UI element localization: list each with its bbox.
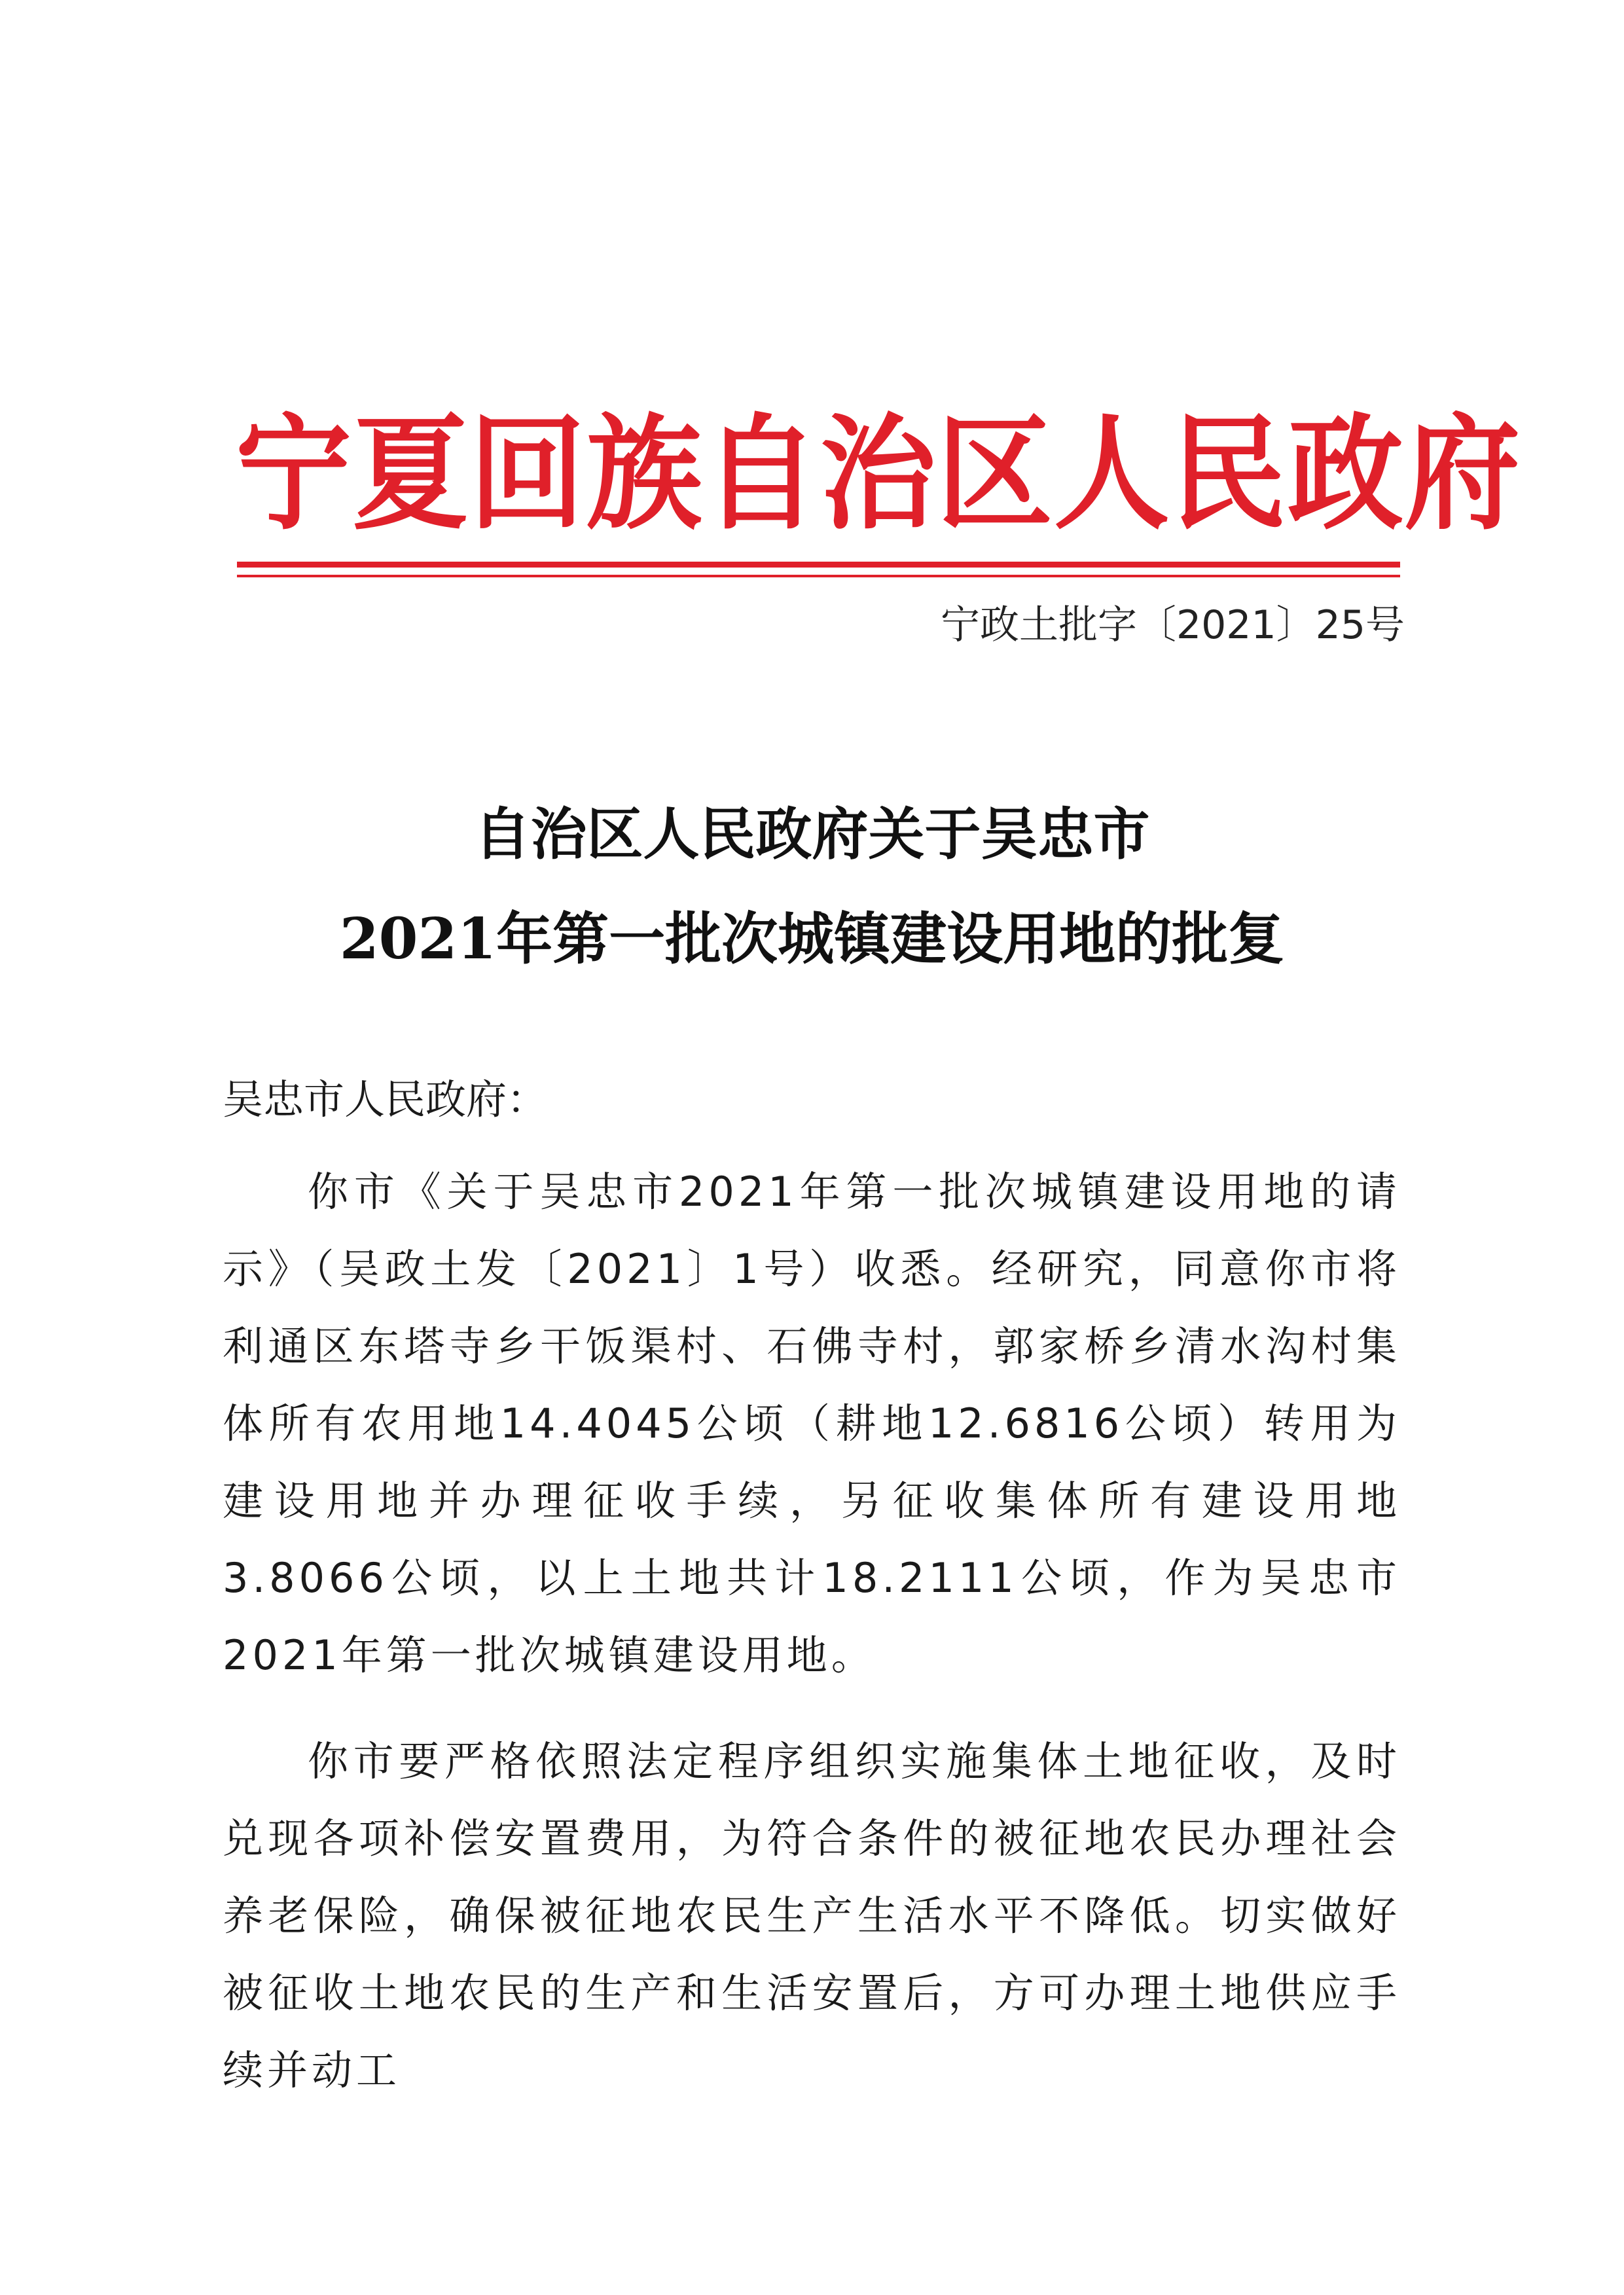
red-header-rule-thin (237, 575, 1400, 577)
body-paragraph: 你市要严格依照法定程序组织实施集体土地征收，及时兑现各项补偿安置费用，为符合条件的被征地农民办理社会养老保险，确保被征地农民生产生活水平不降低。切实做好被征收土地农民的生产和生活安置后，方可办理土地供应手续并动工 (223, 1737, 1401, 2094)
document-title-line-2: 2021年第一批次城镇建设用地的批复 (339, 906, 1285, 972)
addressee: 吴忠市人民政府： (223, 1075, 548, 1123)
body-paragraph: 你市《关于吴忠市2021年第一批次城镇建设用地的请示》（吴政土发〔2021〕1号）收悉。经研究，同意你市将利通区东塔寺乡干饭渠村、石佛寺村，郭家桥乡清水沟村集体所有农用地14.4045公顷（耕地12.6816公顷）转用为建设用地并办理征收手续，另征收集体所有建设用地3.8066公顷，以上土地共计18.2111公顷，作为吴忠市2021年第一批次城镇建设用地。 (223, 1168, 1401, 1679)
document-title-line-1: 自治区人民政府关于吴忠市 (474, 801, 1150, 867)
red-header-rule-thick (237, 562, 1400, 568)
document-number: 宁政土批字〔2021〕25号 (940, 602, 1405, 648)
issuer-heading: 宁夏回族自治区人民政府 (236, 402, 1522, 547)
